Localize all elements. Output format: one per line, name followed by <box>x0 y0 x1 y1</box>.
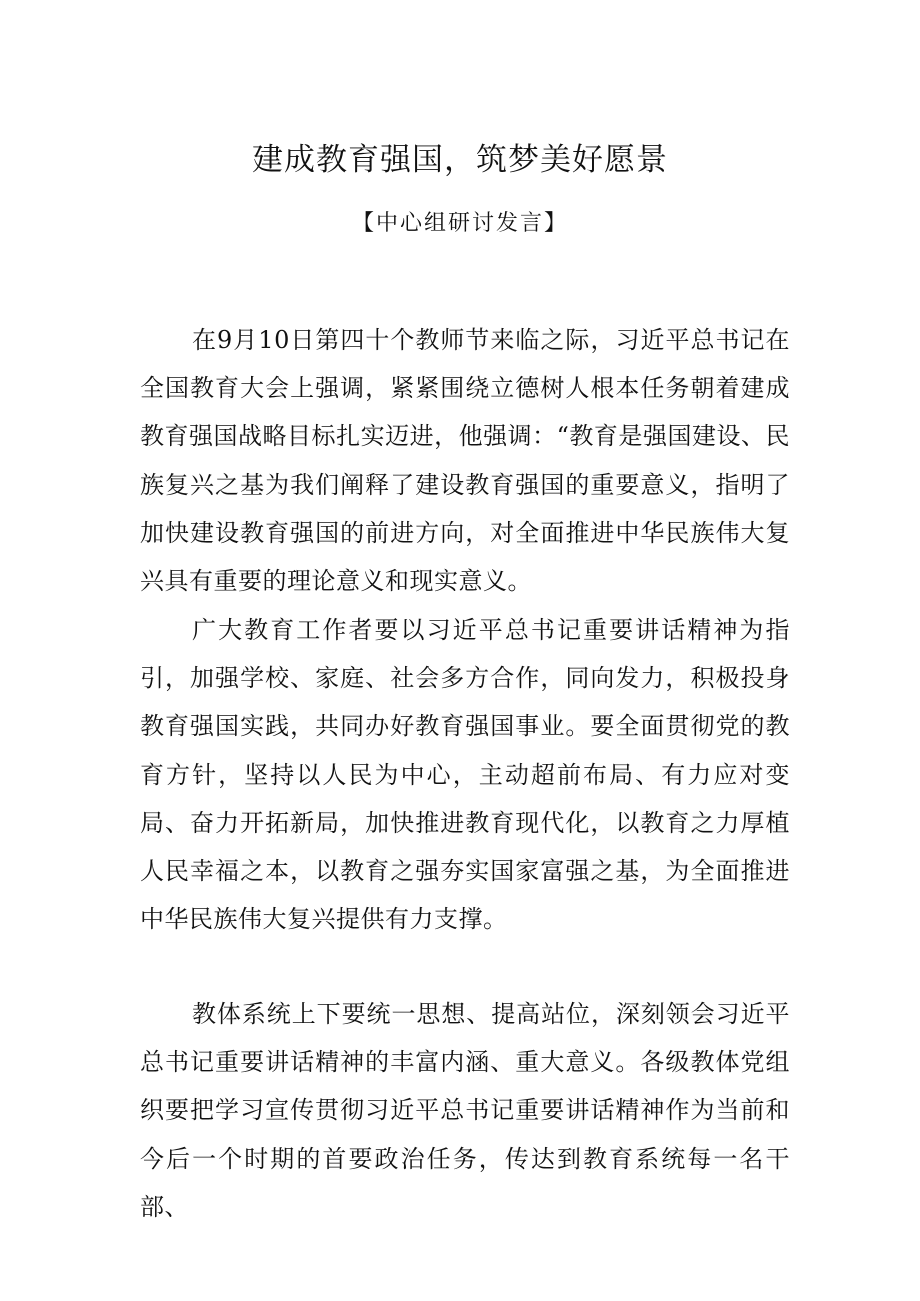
paragraph-3: 教体系统上下要统一思想、提高站位，深刻领会习近平总书记重要讲话精神的丰富内涵、重大意义。各级教体党组织要把学习宣传贯彻习近平总书记重要讲话精神作为当前和今后一个时期的首要政治任务，传达到教育系统每一名干部、 <box>140 1000 790 1221</box>
document-subtitle: 【中心组研讨发言】 <box>351 211 568 236</box>
paragraph-2: 广大教育工作者要以习近平总书记重要讲话精神为指引，加强学校、家庭、社会多方合作，同向发力，积极投身教育强国实践，共同办好教育强国事业。要全面贯彻党的教育方针，坚持以人民为中心，主动超前布局、有力应对变局、奋力开拓新局，加快推进教育现代化，以教育之力厚植人民幸福之本，以教育之强夯实国家富强之基，为全面推进中华民族伟大复兴提供有力支撑。 <box>140 616 790 934</box>
document-title: 建成教育强国，筑梦美好愿景 <box>252 142 668 178</box>
paragraph-1: 在9月10日第四十个教师节来临之际，习近平总书记在全国教育大会上强调，紧紧围绕立德树人根本任务朝着建成教育强国战略目标扎实迈进，他强调：“教育是强国建设、民族复兴之基为我们阐释了建设教育强国的重要意义，指明了加快建设教育强国的前进方向，对全面推进中华民族伟大复兴具有重要的理论意义和现实意义。 <box>140 326 790 596</box>
